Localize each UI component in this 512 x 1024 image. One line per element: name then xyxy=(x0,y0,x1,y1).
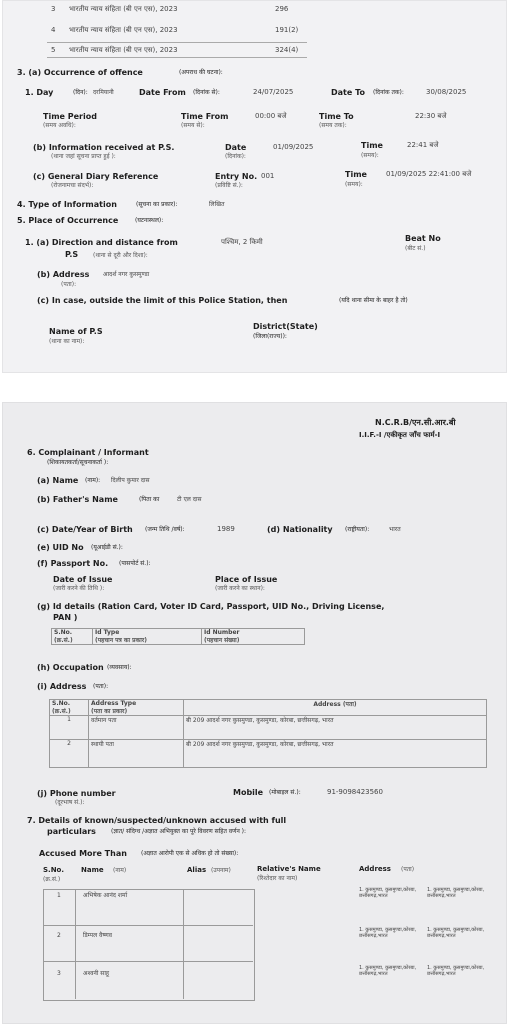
accused-heading-hi: (ज्ञात/ संदिग्ध /अज्ञात अभियुक्त का पूरे विवरण सहित वर्णन ): xyxy=(111,828,247,835)
address-sno: 1 xyxy=(50,716,89,740)
col-divider xyxy=(183,889,184,999)
direction-label: 1. (a) Direction and distance from xyxy=(25,238,178,247)
info-time-hi: (समय): xyxy=(361,152,379,159)
dob-value: 1989 xyxy=(217,525,235,533)
info-type-value: लिखित xyxy=(209,201,225,208)
id-details-label: (g) Id details (Ration Card, Voter ID Card, Passport, UID No., Driving License, xyxy=(37,602,385,611)
col-header-hi: (क्र.सं.) xyxy=(54,637,73,644)
col-divider xyxy=(75,889,76,999)
address-table xyxy=(49,699,487,768)
accused-sno: 2 xyxy=(57,932,61,939)
address-value: बी 209 आदर्श नगर कुसमुण्डा, कुसमुण्डा, कोरबा, छत्तीसगढ़, भारत xyxy=(184,740,487,768)
direction-hi: (थाना से दूरी और दिशा): xyxy=(93,252,148,259)
col-header-hi: (पहचान संख्या) xyxy=(204,637,240,644)
act-row-section: 296 xyxy=(275,5,289,13)
info-date-hi: (दिनांक): xyxy=(225,153,246,160)
col-header xyxy=(202,629,305,645)
table-row xyxy=(50,716,487,740)
outside-limit-hi: (यदि थाना सीमा के बाहर है तो) xyxy=(339,297,408,304)
entry-hi: (प्रविष्टि सं.): xyxy=(215,182,243,189)
accused-col-name-hi: (नाम) xyxy=(113,867,127,874)
time-to-label: Time To xyxy=(319,112,354,121)
accused-address: 1. कुसमुण्डा, कुसमुण्डा,कोरबा, छत्तीसगढ़,भारत xyxy=(359,965,417,978)
accused-address: 1. कुसमुण्डा, कुसमुण्डा,कोरबा, छत्तीसगढ़,भारत xyxy=(359,927,417,940)
info-type-hi: (सूचना का प्रकार): xyxy=(136,201,178,208)
passport-label: (f) Passport No. xyxy=(37,559,109,568)
date-to-label: Date To xyxy=(331,88,365,97)
row-divider xyxy=(43,961,253,962)
beat-label: Beat No xyxy=(405,234,441,243)
complainant-heading: 6. Complainant / Informant xyxy=(27,448,149,457)
col-header-label: Address xyxy=(313,701,341,708)
occurrence-heading: 3. (a) Occurrence of offence xyxy=(17,68,143,77)
accused-name: अभिषेक आनंद शर्मा xyxy=(83,892,128,899)
accused-col-alias: Alias xyxy=(187,866,207,874)
fir-page-1 xyxy=(2,0,507,373)
district-hi: (जिला(राज्य)): xyxy=(253,333,287,340)
nationality-label: (d) Nationality xyxy=(267,525,333,534)
address-section-label: (i) Address xyxy=(37,682,87,691)
id-details-label-2: PAN ) xyxy=(53,613,78,622)
accused-col-name: Name xyxy=(81,866,104,874)
accused-heading: 7. Details of known/suspected/unknown accused with full xyxy=(27,816,287,825)
info-type-label: 4. Type of Information xyxy=(17,200,117,209)
ps-name-label: Name of P.S xyxy=(49,327,103,336)
table-header-row xyxy=(52,629,305,645)
col-header-label: S.No. xyxy=(54,629,73,636)
date-to-value: 30/08/2025 xyxy=(426,88,467,96)
address-value: आदर्श नगर कुसमुण्डा xyxy=(103,271,150,278)
col-header-label: Id Number xyxy=(204,629,240,636)
name-hi: (नाम): xyxy=(85,477,101,484)
table-header-row xyxy=(50,700,487,716)
act-row-section: 191(2) xyxy=(275,26,299,34)
time-from-value: 00:00 बजे xyxy=(255,112,287,120)
address-value: बी 209 आदर्श नगर कुसमुण्डा, कुसमुण्डा, कोरबा, छत्तीसगढ़, भारत xyxy=(184,716,487,740)
father-value: टी एल दास xyxy=(177,496,202,503)
address-section-hi: (पता): xyxy=(93,683,109,690)
day-label-hi: (दिन): xyxy=(73,89,88,96)
ps-name-hi: (थाना का नाम): xyxy=(49,338,85,345)
day-value: दरमियानी xyxy=(93,89,114,96)
info-time-label: Time xyxy=(361,141,383,150)
info-date-label: Date xyxy=(225,143,247,152)
place-of-issue-label: Place of Issue xyxy=(215,575,278,584)
info-received-hi: (थाना जहां सूचना प्राप्त हुई ): xyxy=(51,153,116,160)
beat-hi: (बीट सं.) xyxy=(405,245,426,252)
direction-value: पश्चिम, 2 किमी xyxy=(221,238,263,246)
occupation-label: (h) Occupation xyxy=(37,663,104,672)
passport-hi: (पासपोर्ट सं.): xyxy=(119,560,151,567)
info-time-value: 22:41 बजे xyxy=(407,141,439,149)
time-to-hi: (समय तक): xyxy=(319,122,347,129)
phone-hi: (दूरभाष सं.): xyxy=(55,799,85,806)
outside-limit-label: (c) In case, outside the limit of this Police Station, then xyxy=(37,296,288,305)
date-from-label: Date From xyxy=(139,88,186,97)
act-row-act: भारतीय न्याय संहिता (बी एन एस), 2023 xyxy=(69,26,178,34)
accused-address: 1. कुसमुण्डा, कुसमुण्डा,कोरबा, छत्तीसगढ़,भारत xyxy=(427,965,485,978)
id-details-table xyxy=(51,628,305,645)
address-label: (b) Address xyxy=(37,270,90,279)
act-row-no: 3 xyxy=(51,5,56,13)
time-period-label: Time Period xyxy=(43,112,97,121)
col-header-hi: (पहचान पत्र का प्रकार) xyxy=(95,637,147,644)
accused-sno: 3 xyxy=(57,970,61,977)
mobile-hi: (मोबाइल सं.): xyxy=(269,789,301,796)
complainant-heading-hi: (शिकायतकर्ता/सूचनाकर्ता ): xyxy=(47,459,109,466)
mobile-value: 91-9098423560 xyxy=(327,788,383,796)
col-header-hi: (पता) xyxy=(342,701,357,708)
address-hi: (पता): xyxy=(61,281,77,288)
accused-col-address-hi: (पता) xyxy=(401,866,415,873)
day-label: 1. Day xyxy=(25,88,54,97)
info-received-label: (b) Information received at P.S. xyxy=(33,143,175,152)
accused-name: डिम्पल वैष्णव xyxy=(83,932,113,939)
accused-address: 1. कुसमुण्डा, कुसमुण्डा,कोरबा, छत्तीसगढ़,भारत xyxy=(427,927,485,940)
name-label: (a) Name xyxy=(37,476,79,485)
col-header xyxy=(52,629,93,645)
address-type: वर्तमान पता xyxy=(89,716,184,740)
col-header-label: Address Type xyxy=(91,700,137,707)
date-from-value: 24/07/2025 xyxy=(253,88,294,96)
date-to-hi: (दिनांक तक): xyxy=(373,89,404,96)
dob-hi: (जन्म तिथि /वर्ष): xyxy=(145,526,185,533)
occurrence-heading-hi: (अपराध की घटना): xyxy=(179,69,223,76)
gd-hi: (रोजनामचा संदर्भ): xyxy=(51,182,94,189)
place-occurrence-label: 5. Place of Occurrence xyxy=(17,216,119,225)
act-row-act: भारतीय न्याय संहिता (बी एन एस), 2023 xyxy=(69,46,178,54)
col-header-label: S.No. xyxy=(52,700,71,707)
col-header-hi: (क्र.सं.) xyxy=(52,708,71,715)
accused-address: 1. कुसमुण्डा, कुसमुण्डा,कोरबा, छत्तीसगढ़,भारत xyxy=(427,887,485,900)
date-of-issue-hi: (जारी करने की तिथि ): xyxy=(53,585,105,592)
time-from-hi: (समय से): xyxy=(181,122,205,129)
accused-col-relative-hi: (रिश्तेदार का नाम) xyxy=(257,875,298,882)
address-sno: 2 xyxy=(50,740,89,768)
time-to-value: 22:30 बजे xyxy=(415,112,447,120)
dob-label: (c) Date/Year of Birth xyxy=(37,525,133,534)
col-header-hi: (पता का प्रकार) xyxy=(91,708,128,715)
accused-name: अश्वनी साहू xyxy=(83,970,110,977)
gd-time-value: 01/09/2025 22:41:00 बजे xyxy=(386,170,472,178)
date-of-issue-label: Date of Issue xyxy=(53,575,113,584)
accused-col-sno-hi: (क्र.सं.) xyxy=(43,876,61,883)
father-label: (b) Father's Name xyxy=(37,495,118,504)
ncrb-header: N.C.R.B/एन.सी.आर.बी xyxy=(375,418,456,427)
uid-hi: (यूआईडी सं.): xyxy=(91,544,123,551)
accused-heading-2: particulars xyxy=(47,827,96,836)
phone-label: (j) Phone number xyxy=(37,789,116,798)
accused-col-address: Address xyxy=(359,865,391,873)
time-from-label: Time From xyxy=(181,112,229,121)
col-header xyxy=(93,629,202,645)
name-value: दिलीप कुमार दास xyxy=(111,477,150,484)
entry-value: 001 xyxy=(261,172,275,180)
date-from-hi: (दिनांक से): xyxy=(193,89,220,96)
info-date-value: 01/09/2025 xyxy=(273,143,314,151)
accused-more-hi: (अज्ञात आरोपी एक से अधिक हो तो संख्या): xyxy=(141,850,239,857)
accused-col-sno: S.No. xyxy=(43,866,65,874)
entry-label: Entry No. xyxy=(215,172,258,181)
nationality-hi: (राष्ट्रीयता): xyxy=(345,526,370,533)
father-hi: (पिता का xyxy=(139,496,160,503)
act-row-act: भारतीय न्याय संहिता (बी एन एस), 2023 xyxy=(69,5,178,13)
iif-header: I.I.F.-I /एकीकृत जाँच फार्म-I xyxy=(359,431,441,439)
col-header xyxy=(89,700,184,716)
table-row xyxy=(50,740,487,768)
accused-sno: 1 xyxy=(57,892,61,899)
accused-address: 1. कुसमुण्डा, कुसमुण्डा,कोरबा, छत्तीसगढ़,भारत xyxy=(359,887,417,900)
col-header xyxy=(184,700,487,716)
gd-time-hi: (समय): xyxy=(345,181,363,188)
place-of-issue-hi: (जारी करने का स्थान): xyxy=(215,585,265,592)
row-divider xyxy=(43,925,253,926)
act-row-section: 324(4) xyxy=(275,46,299,54)
row-divider xyxy=(47,57,307,58)
direction-ps: P.S xyxy=(65,250,79,259)
occupation-hi: (व्यवसाय): xyxy=(107,664,132,671)
col-header xyxy=(50,700,89,716)
accused-more-label: Accused More Than xyxy=(39,849,127,858)
accused-col-relative: Relative's Name xyxy=(257,865,321,873)
district-label: District(State) xyxy=(253,322,318,331)
act-row-no: 4 xyxy=(51,26,56,34)
row-divider xyxy=(47,42,307,43)
gd-time-label: Time xyxy=(345,170,367,179)
time-period-hi: (समय अवधि): xyxy=(43,122,76,129)
fir-page-2 xyxy=(2,402,507,1024)
gd-label: (c) General Diary Reference xyxy=(33,172,159,181)
mobile-label: Mobile xyxy=(233,788,264,797)
address-type: स्थायी पता xyxy=(89,740,184,768)
col-header-label: Id Type xyxy=(95,629,120,636)
uid-label: (e) UID No xyxy=(37,543,84,552)
place-occurrence-hi: (घटनास्थल): xyxy=(135,217,164,224)
act-row-no: 5 xyxy=(51,46,56,54)
accused-col-alias-hi: (उपनाम) xyxy=(211,867,231,874)
nationality-value: भारत xyxy=(389,526,401,533)
